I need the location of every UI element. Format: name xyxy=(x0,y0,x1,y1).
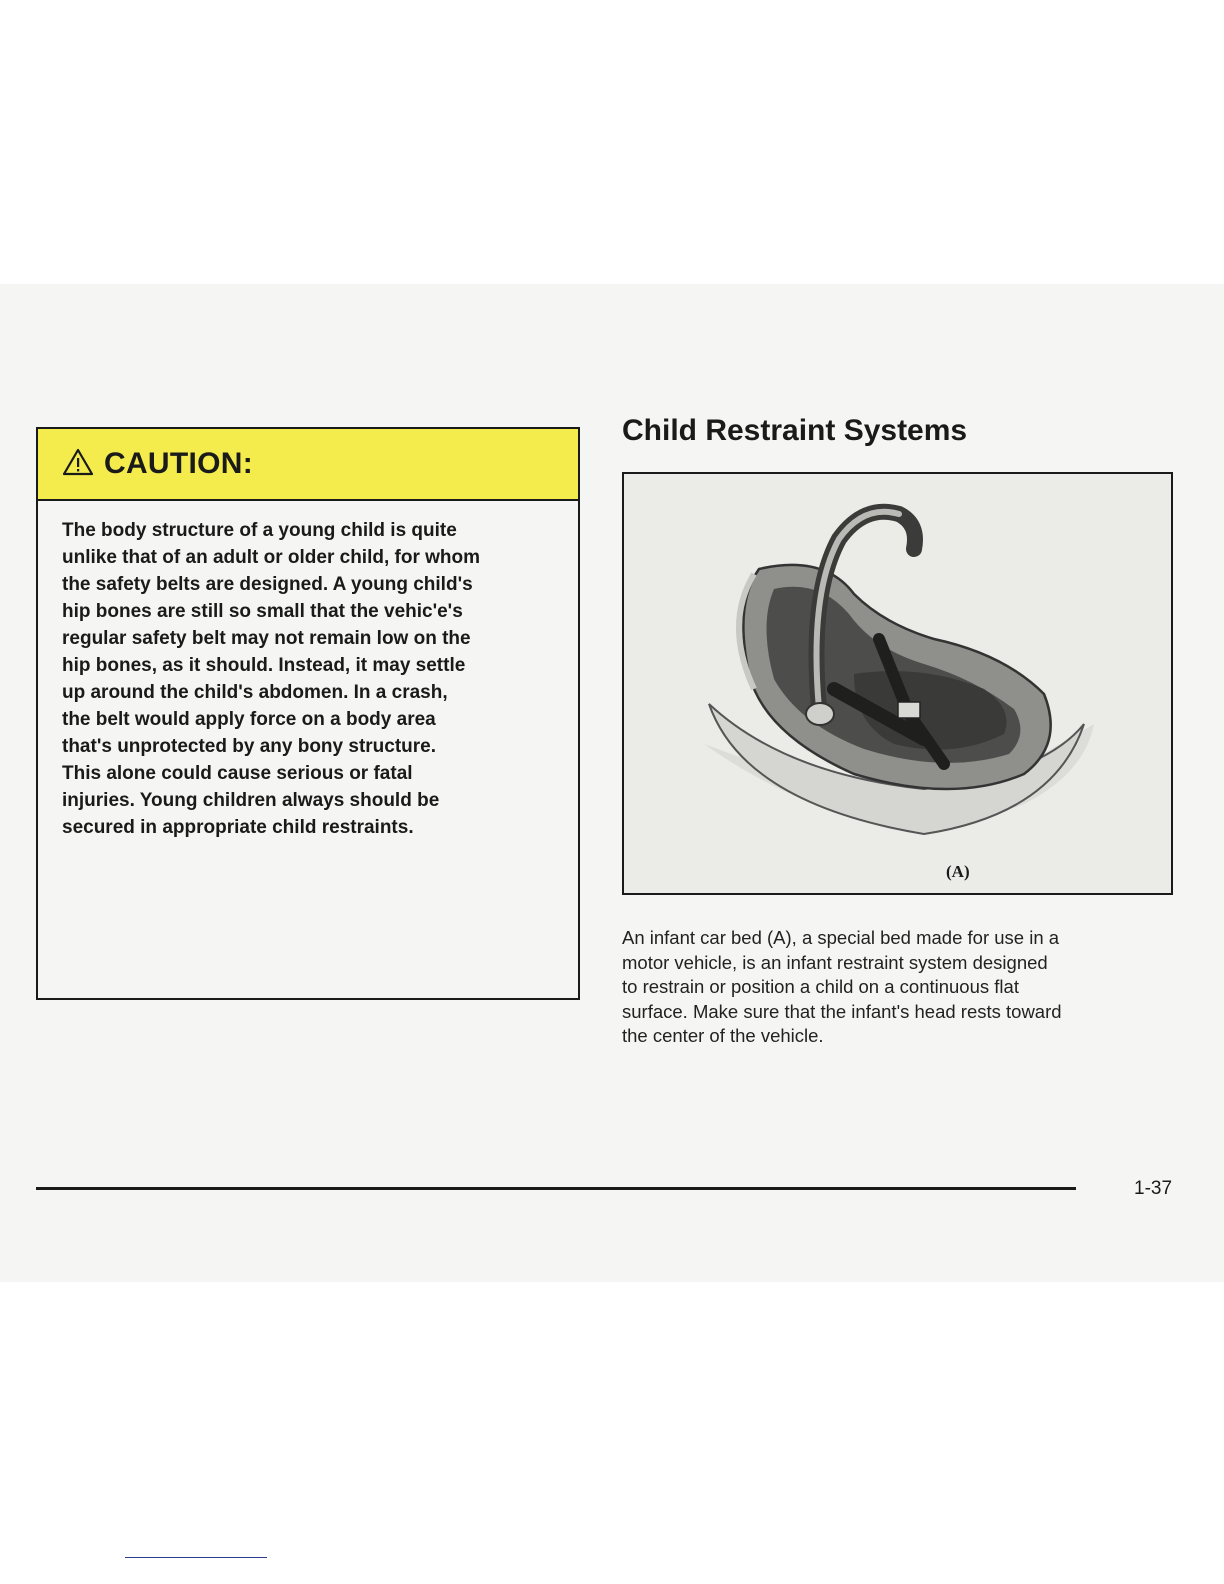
caution-line: secured in appropriate child restraints. xyxy=(62,817,414,838)
paragraph-line: An infant car bed (A), a special bed made for use in a xyxy=(622,927,1060,948)
figure-label: (A) xyxy=(946,862,970,881)
caution-line: The body structure of a young child is quite xyxy=(62,520,457,541)
warning-triangle-icon xyxy=(62,448,94,481)
infant-car-bed-illustration xyxy=(622,472,1173,895)
caution-line: regular safety belt may not remain low on the xyxy=(62,628,471,649)
paragraph-line: motor vehicle, is an infant restraint system designed xyxy=(622,951,1048,973)
caution-text xyxy=(38,501,578,841)
page-number: 1-37 xyxy=(1134,1178,1173,1199)
caution-line: the belt would apply force on a body area xyxy=(62,709,436,730)
paragraph-line: the center of the vehicle. xyxy=(622,1025,824,1046)
paragraph-line: to restrain or position a child on a continuous flat xyxy=(622,976,1019,997)
caution-header xyxy=(38,429,578,501)
body-paragraph xyxy=(622,926,1162,1049)
caution-line: that's unprotected by any bony structure. xyxy=(62,736,437,757)
caution-line: unlike that of an adult or older child, for whom xyxy=(62,547,481,568)
caution-title: CAUTION: xyxy=(104,447,254,480)
caution-line: This alone could cause serious or fatal xyxy=(62,763,413,784)
divider xyxy=(125,1557,267,1558)
caution-line: hip bones are still so small that the vehic'e's xyxy=(62,601,463,622)
footer-rule xyxy=(36,1187,1076,1190)
manual-page xyxy=(0,284,1224,1282)
caution-line: injuries. Young children always should be xyxy=(62,790,440,811)
caution-line: the safety belts are designed. A young child's xyxy=(62,574,473,595)
caution-line: up around the child's abdomen. In a crash, xyxy=(62,682,448,703)
infant-car-bed-drawing xyxy=(624,474,1173,895)
paragraph-line: surface. Make sure that the infant's head rests toward xyxy=(622,1000,1062,1022)
section-title: Child Restraint Systems xyxy=(622,414,968,447)
caution-box xyxy=(36,427,580,1000)
caution-line: hip bones, as it should. Instead, it may settle xyxy=(62,655,466,676)
